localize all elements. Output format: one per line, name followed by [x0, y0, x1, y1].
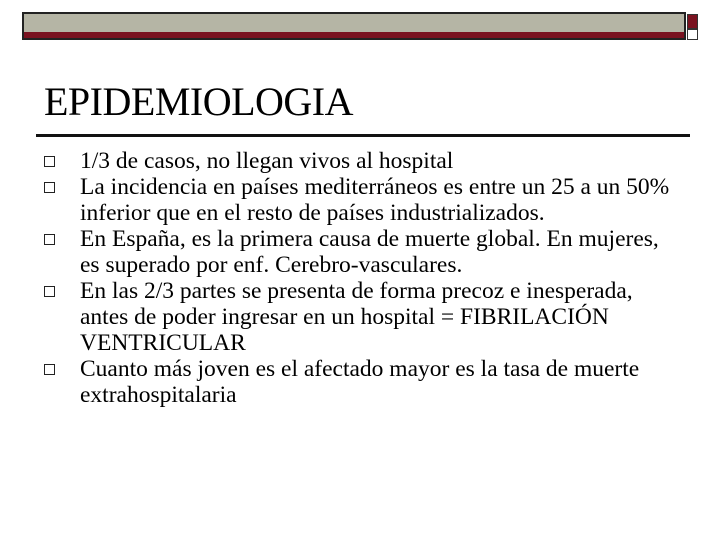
corner-accent-square [687, 14, 698, 29]
slide-title: EPIDEMIOLOGIA [44, 79, 354, 124]
bullet-text: Cuanto más joven es el afectado mayor es la tasa de muerte extrahospitalaria [80, 356, 640, 408]
bullet-text: La incidencia en países mediterráneos es entre un 25 a un 50% inferior que en el resto de países industrializados. [80, 174, 670, 226]
bullet-item [44, 356, 684, 408]
bullet-text: 1/3 de casos, no llegan vivos al hospital [80, 148, 454, 174]
corner-outline-square [687, 29, 698, 40]
bullet-item [44, 278, 684, 356]
header-decoration-bar [22, 12, 686, 40]
square-bullet-icon [44, 156, 55, 167]
bullet-item [44, 226, 684, 278]
bullet-item [44, 174, 684, 226]
header-accent-stripe [24, 32, 684, 38]
square-bullet-icon [44, 286, 55, 297]
square-bullet-icon [44, 182, 55, 193]
title-divider [36, 134, 690, 137]
square-bullet-icon [44, 364, 55, 375]
bullet-text: En España, es la primera causa de muerte global. En mujeres, es superado por enf. Cerebro-vasculares. [80, 226, 659, 278]
bullet-list [44, 148, 684, 408]
bullet-item [44, 148, 684, 174]
bullet-text: En las 2/3 partes se presenta de forma precoz e inesperada, antes de poder ingresar en un hospital = FIBRILACIÓN VENTRICULAR [80, 278, 633, 356]
square-bullet-icon [44, 234, 55, 245]
